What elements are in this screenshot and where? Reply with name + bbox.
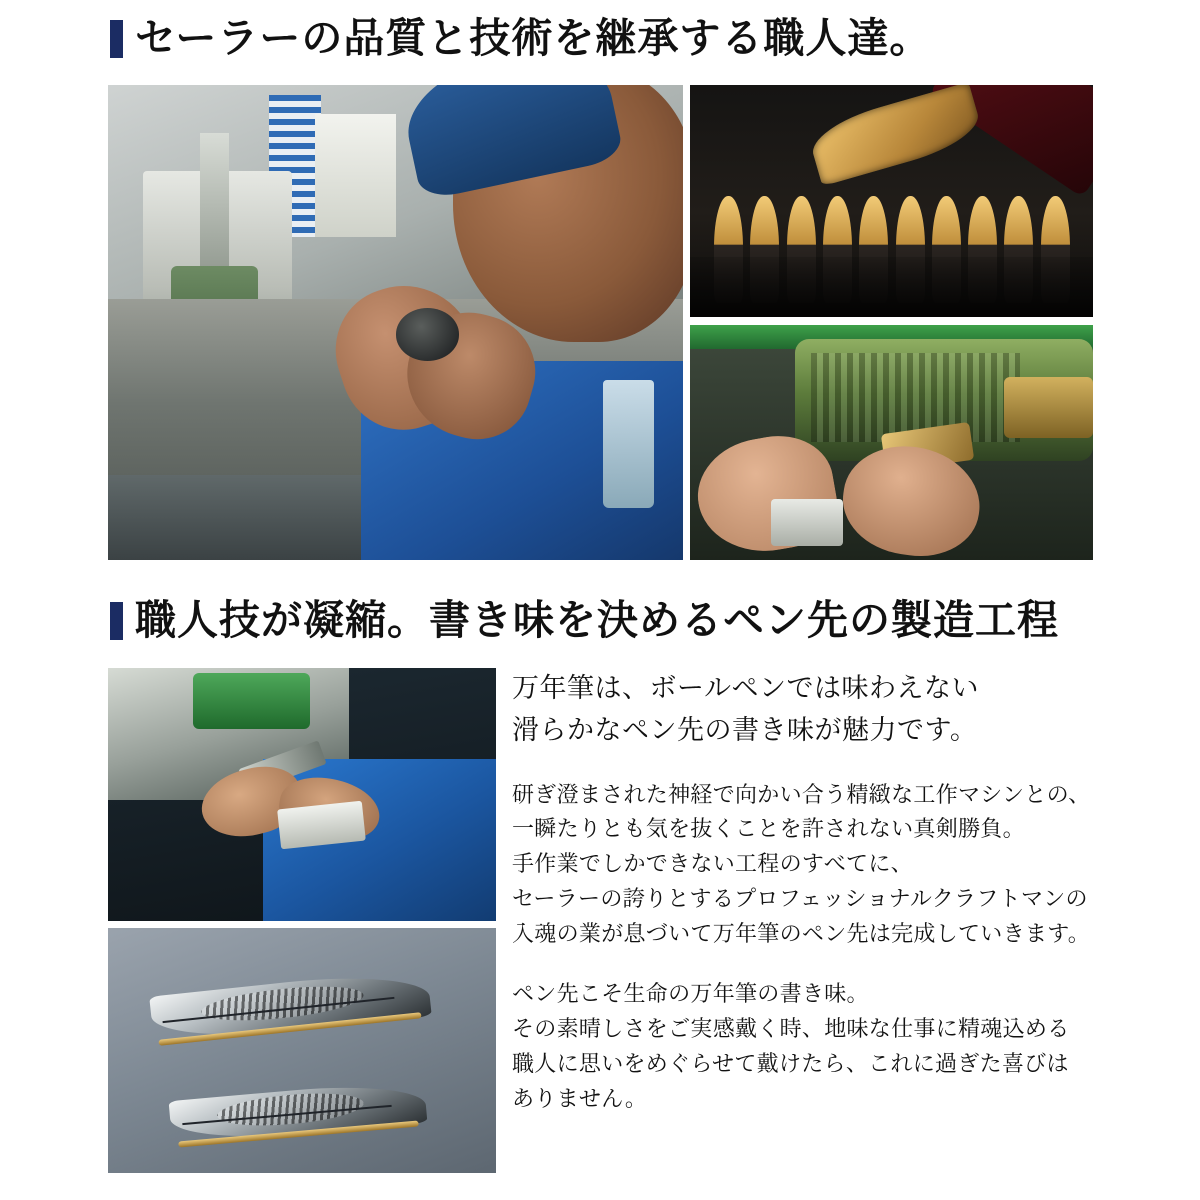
photo-detail-green-housing	[193, 673, 309, 729]
body-paragraph-2: ペン先こそ生命の万年筆の書き味。 その素晴しさをご実感戴く時、地味な仕事に精魂込める 職人に思いをめぐらせて戴けたら、これに過ぎた喜びは ありません。	[512, 981, 1070, 1111]
photo-detail-white-object	[771, 499, 844, 546]
photo-detail-brass-part	[1004, 377, 1093, 438]
section-2-text-column	[512, 668, 1102, 1116]
photo-detail-workpiece	[396, 308, 459, 360]
photo-detail-shadow	[690, 257, 1093, 317]
photo-nib-machine	[108, 668, 496, 921]
heading-accent-bar-icon	[110, 602, 123, 640]
photo-detail-bottle	[603, 380, 655, 508]
body-paragraph-1: 研ぎ澄まされた神経で向かい合う精緻な工作マシンとの、 一瞬たりとも気を抜くことを許されない真剣勝負。 手作業でしかできない工程のすべてに、 セーラーの誇りとするプロフェッショナルクラフトマンの 入魂の業が息づいて万年筆のペン先は完成していきます。	[512, 781, 1091, 946]
photo-nib-inspection	[690, 85, 1093, 317]
section-2-heading-text: 職人技が凝縮。書き味を決めるペン先の製造工程	[135, 597, 1059, 643]
section-1-heading-text: セーラーの品質と技術を継承する職人達。	[135, 15, 932, 61]
photo-nib-polishing	[690, 325, 1093, 560]
section-1-heading	[110, 15, 932, 61]
photo-detail-tube	[200, 133, 229, 285]
section-2-heading	[110, 597, 1059, 643]
photo-nibs-closeup	[108, 928, 496, 1173]
heading-accent-bar-icon	[110, 20, 123, 58]
lead-paragraph: 万年筆は、ボールペンでは味わえない 滑らかなペン先の書き味が魅力です。	[512, 673, 979, 745]
photo-detail-paper	[315, 114, 396, 238]
photo-craftsman-grinding	[108, 85, 683, 560]
